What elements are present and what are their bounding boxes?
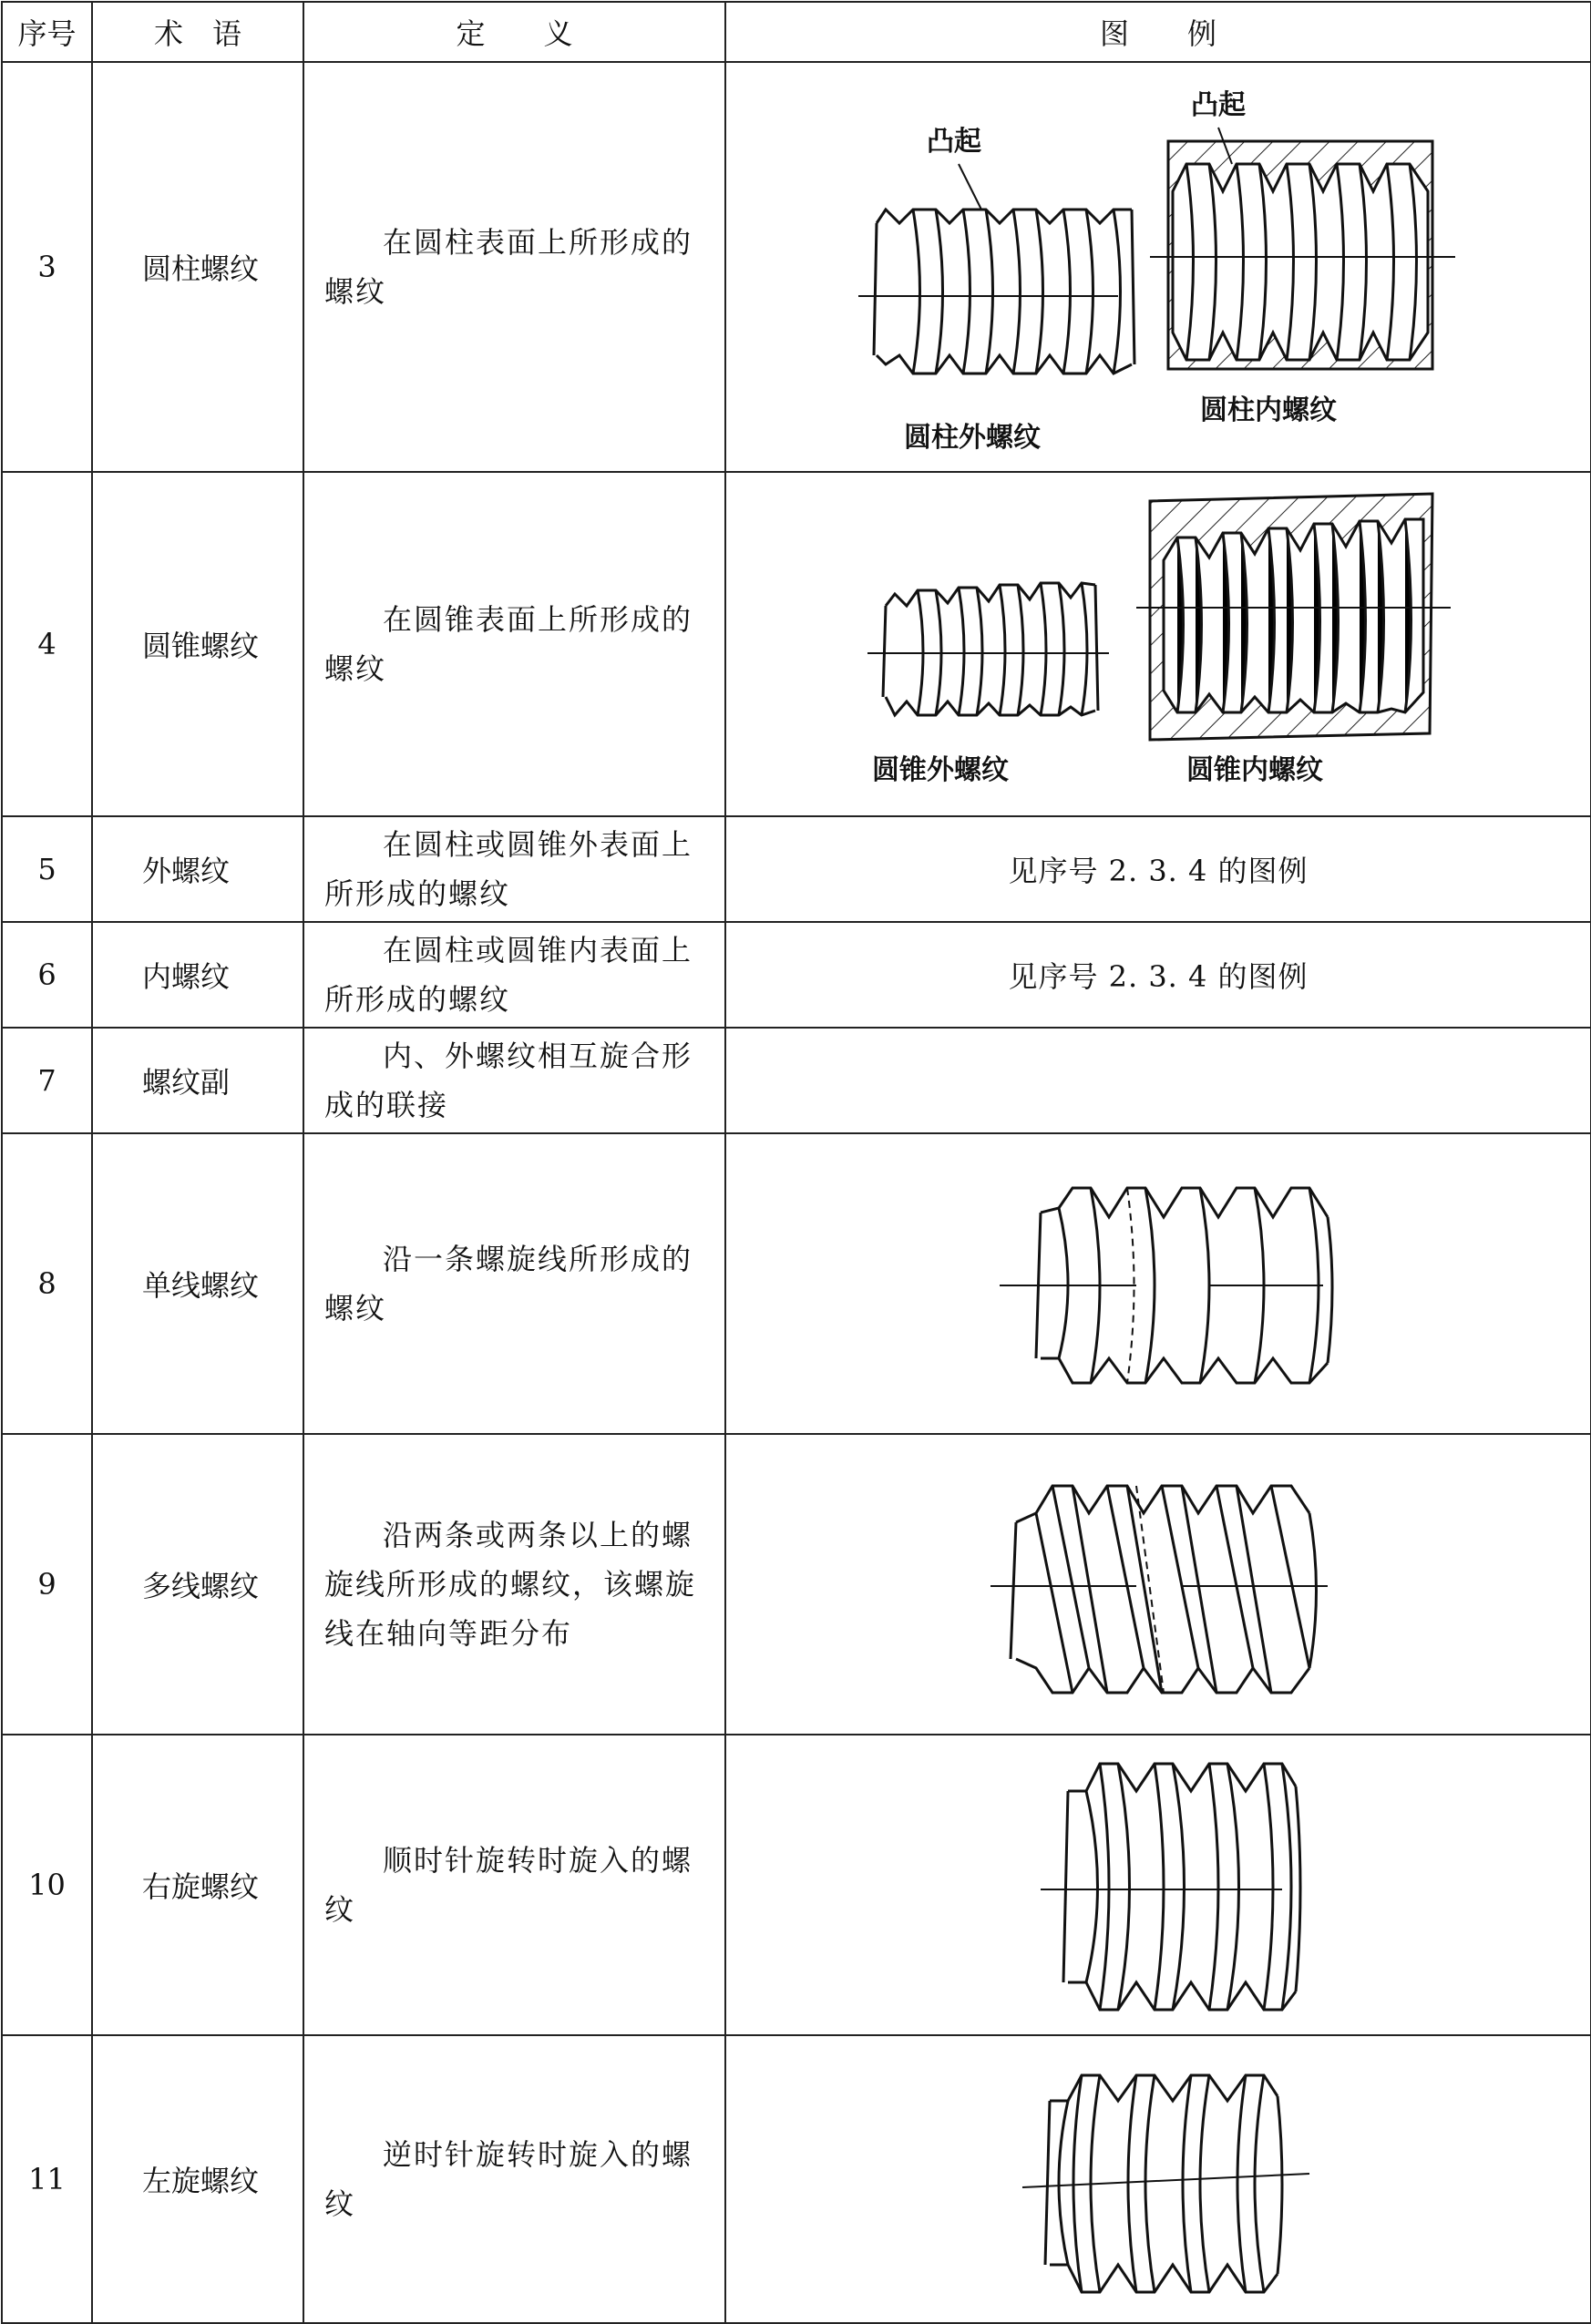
table-row xyxy=(2,1133,1591,1434)
row-definition: 在圆柱或圆锥内表面上所形成的螺纹 xyxy=(324,933,693,1017)
row-term: 圆锥螺纹 xyxy=(92,472,303,816)
row-no: 9 xyxy=(2,1434,92,1735)
row-no: 5 xyxy=(2,816,92,922)
left-hand-thread-icon xyxy=(726,2037,1588,2321)
row-definition: 在圆柱表面上所形成的螺纹 xyxy=(324,225,693,309)
row-term: 圆柱螺纹 xyxy=(92,62,303,472)
internal-cylindrical-thread-icon xyxy=(1150,128,1455,369)
conical-thread-figure xyxy=(726,474,1588,814)
figure-reference: 见序号 2. 3. 4 的图例 xyxy=(1008,854,1309,888)
table-row xyxy=(2,922,1591,1028)
row-definition: 沿一条螺旋线所形成的螺纹 xyxy=(324,1242,693,1326)
header-no: 序号 xyxy=(2,2,92,62)
row-no: 6 xyxy=(2,922,92,1028)
row-definition: 内、外螺纹相互旋合形成的联接 xyxy=(324,1039,693,1122)
external-label: 圆锥外螺纹 xyxy=(872,754,1009,786)
row-definition: 沿两条或两条以上的螺旋线所形成的螺纹，该螺旋线在轴向等距分布 xyxy=(324,1518,697,1651)
row-figure-empty xyxy=(725,1028,1591,1133)
row-definition: 顺时针旋转时旋入的螺纹 xyxy=(324,1843,693,1927)
header-figure: 图 例 xyxy=(725,2,1591,62)
table-row xyxy=(2,1028,1591,1133)
table-row xyxy=(2,472,1591,816)
internal-conical-thread-icon xyxy=(1136,494,1451,740)
thread-terms-table xyxy=(1,1,1591,2324)
external-label: 圆柱外螺纹 xyxy=(904,422,1041,454)
row-definition: 在圆柱或圆锥外表面上所形成的螺纹 xyxy=(324,827,693,911)
external-cylindrical-thread-icon xyxy=(858,164,1134,374)
right-hand-thread-icon xyxy=(726,1736,1588,2033)
row-no: 8 xyxy=(2,1133,92,1434)
row-term: 螺纹副 xyxy=(92,1028,303,1133)
cylindrical-thread-figure xyxy=(726,64,1588,470)
single-start-thread-icon xyxy=(726,1135,1588,1432)
multi-start-thread-icon xyxy=(726,1436,1588,1733)
row-no: 3 xyxy=(2,62,92,472)
table-row xyxy=(2,1434,1591,1735)
row-term: 左旋螺纹 xyxy=(92,2035,303,2323)
header-definition: 定 义 xyxy=(303,2,725,62)
row-no: 11 xyxy=(2,2035,92,2323)
row-term: 多线螺纹 xyxy=(92,1434,303,1735)
row-term: 内螺纹 xyxy=(92,922,303,1028)
row-no: 10 xyxy=(2,1735,92,2035)
row-figure xyxy=(725,472,1591,816)
internal-label: 圆柱内螺纹 xyxy=(1200,394,1337,426)
bump-label-b: 凸起 xyxy=(1191,89,1246,121)
row-definition: 逆时针旋转时旋入的螺纹 xyxy=(324,2137,693,2221)
row-no: 7 xyxy=(2,1028,92,1133)
internal-label: 圆锥内螺纹 xyxy=(1186,754,1323,786)
table-row xyxy=(2,816,1591,922)
table-row xyxy=(2,2035,1591,2323)
external-conical-thread-icon xyxy=(867,583,1109,715)
row-term: 右旋螺纹 xyxy=(92,1735,303,2035)
header-term: 术 语 xyxy=(92,2,303,62)
row-term: 单线螺纹 xyxy=(92,1133,303,1434)
table-row xyxy=(2,1735,1591,2035)
table-row xyxy=(2,62,1591,472)
figure-reference: 见序号 2. 3. 4 的图例 xyxy=(1008,959,1309,994)
row-figure xyxy=(725,62,1591,472)
bump-label-a: 凸起 xyxy=(927,126,981,158)
row-no: 4 xyxy=(2,472,92,816)
row-term: 外螺纹 xyxy=(92,816,303,922)
row-definition: 在圆锥表面上所形成的螺纹 xyxy=(324,602,693,686)
table-header-row xyxy=(2,2,1591,62)
